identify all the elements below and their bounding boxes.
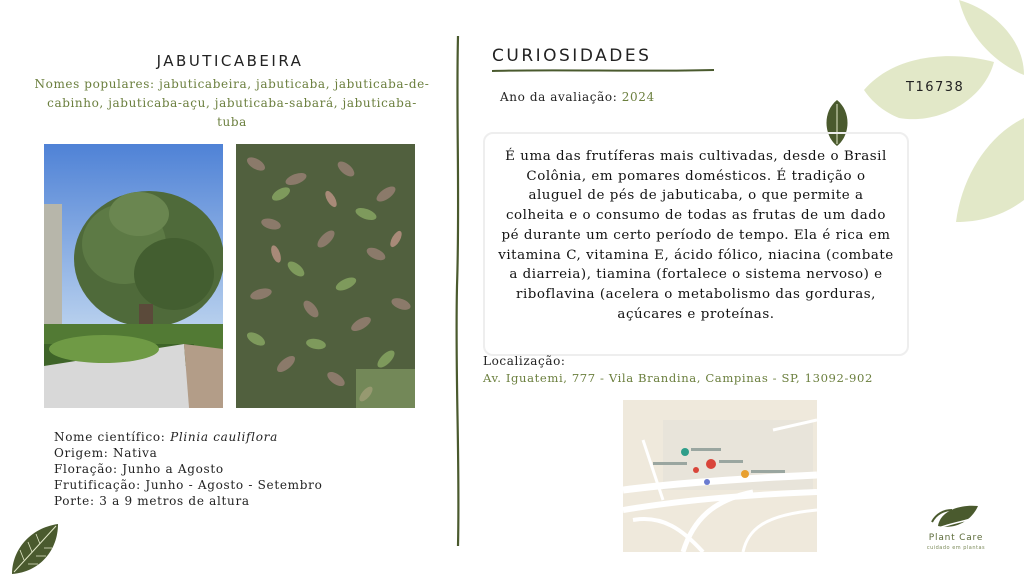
location-label: Localização:: [483, 354, 566, 368]
scientific-name: Nome científico: Plinia cauliflora: [54, 430, 278, 444]
evaluation-year: Ano da avaliação: 2024: [500, 90, 655, 104]
plant-title: JABUTICABEIRA: [156, 52, 304, 70]
brand-name: Plant Care: [928, 533, 984, 543]
tree-photo: [44, 144, 223, 408]
curiosities-title: CURIOSIDADES: [492, 46, 652, 66]
plant-code: T16738: [906, 80, 965, 95]
title-underline: [492, 66, 714, 76]
fruiting: Frutificação: Junho - Agosto - Setembro: [54, 478, 323, 492]
flowering: Floração: Junho a Agosto: [54, 462, 224, 476]
location-map[interactable]: [623, 400, 817, 552]
location-address: Av. Iguatemi, 777 - Vila Brandina, Campinas - SP, 13092-902: [483, 371, 873, 385]
brand-tagline: cuidado em plantas: [926, 545, 986, 551]
curiosity-text: É uma das frutíferas mais cultivadas, desde o Brasil Colônia, em pomares domésticos. É tradição o aluguel de pés de jabuticaba, o que permite a colheita e o consumo de todas as frutas de um dado pé durante um certo período de tempo. Ela é rica em vitamina C, vitamina E, ácido fólico, niacina (combate a diarreia), tiamina (fortalece o sistema nervoso) e riboflavina (acelera o metabolismo das gorduras, açúcares e proteínas.: [498, 149, 894, 322]
plant-facts: [54, 429, 323, 509]
origin: Origem: Nativa: [54, 446, 158, 460]
popular-names: Nomes populares: jabuticabeira, jabuticaba, jabuticaba-de-cabinho, jabuticaba-açu, jabuticaba-sabará, jabuticaba-tuba: [34, 77, 430, 129]
foliage-photo: [236, 144, 415, 408]
size: Porte: 3 a 9 metros de altura: [54, 494, 250, 508]
leaf-decoration-bottom-left: [8, 520, 64, 576]
column-divider: [448, 36, 468, 546]
